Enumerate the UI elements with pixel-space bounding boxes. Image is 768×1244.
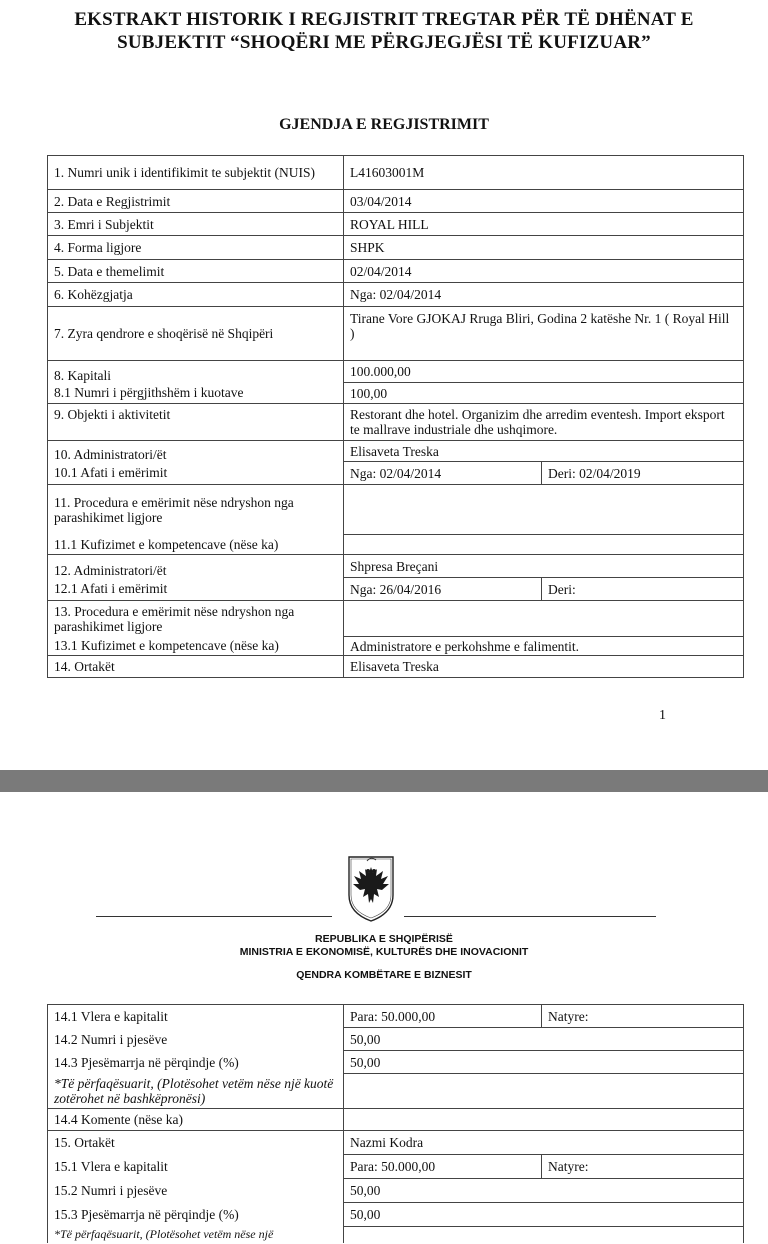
table-row xyxy=(48,156,744,190)
row-label: 2. Data e Regjistrimit xyxy=(48,190,344,213)
table-row xyxy=(48,1155,744,1179)
row-label: 3. Emri i Subjektit xyxy=(48,213,344,236)
row-label: 1. Numri unik i identifikimit te subjektit (NUIS) xyxy=(48,156,344,190)
table-row xyxy=(48,236,744,260)
ministry-name: MINISTRIA E EKONOMISË, KULTURËS DHE INOVACIONIT xyxy=(239,946,529,958)
table-row xyxy=(48,213,744,236)
row-value: Para: 50.000,00 xyxy=(344,1005,542,1028)
table-row xyxy=(48,441,744,462)
row-label: 14.4 Komente (nëse ka) xyxy=(48,1109,344,1131)
row-value: 100.000,00 xyxy=(344,361,744,383)
row-value: Restorant dhe hotel. Organizim dhe arredim eventesh. Import eksport te mallrave industriale dhe ushqimore. xyxy=(344,404,744,441)
table-row xyxy=(48,578,744,601)
header-rule-right xyxy=(404,916,656,917)
row-label: 4. Forma ligjore xyxy=(48,236,344,260)
row-value: Tirane Vore GJOKAJ Rruga Bliri, Godina 2 katëshe Nr. 1 ( Royal Hill ) xyxy=(344,307,744,361)
table-row xyxy=(48,637,744,656)
row-label: 10. Administratori/ët xyxy=(48,441,344,462)
row-label: 5. Data e themelimit xyxy=(48,260,344,283)
row-label: 8. Kapitali xyxy=(48,361,344,383)
row-label: 12.1 Afati i emërimit xyxy=(48,578,344,601)
table-row xyxy=(48,190,744,213)
document-title: EKSTRAKT HISTORIK I REGJISTRIT TREGTAR PËR TË DHËNAT E SUBJEKTIT “SHOQËRI ME PËRGJEGJËSI TË KUFIZUAR” xyxy=(74,9,694,53)
row-label: 10.1 Afati i emërimit xyxy=(48,462,344,485)
table-row xyxy=(48,1005,744,1028)
row-value: Natyre: xyxy=(542,1155,744,1179)
row-value: ROYAL HILL xyxy=(344,213,744,236)
row-value: Administratore e perkohshme e falimentit. xyxy=(344,637,744,656)
row-value: Nga: 26/04/2016 xyxy=(344,578,542,601)
row-label: 15. Ortakët xyxy=(48,1131,344,1155)
row-label: 11. Procedura e emërimit nëse ndryshon nga parashikimet ligjore xyxy=(48,485,344,535)
row-value: Deri: 02/04/2019 xyxy=(542,462,744,485)
table-row xyxy=(48,283,744,307)
row-value xyxy=(344,535,744,555)
table-row xyxy=(48,462,744,485)
table-row xyxy=(48,1131,744,1155)
table-row xyxy=(48,1028,744,1051)
table-row xyxy=(48,1203,744,1227)
table-row xyxy=(48,260,744,283)
row-value: SHPK xyxy=(344,236,744,260)
row-value: Elisaveta Treska xyxy=(344,441,744,462)
row-label: 12. Administratori/ët xyxy=(48,555,344,578)
row-label: 14.1 Vlera e kapitalit xyxy=(48,1005,344,1028)
row-label: 14. Ortakët xyxy=(48,656,344,678)
row-value: 100,00 xyxy=(344,383,744,404)
table-row xyxy=(48,307,744,361)
table-row xyxy=(48,1051,744,1074)
registration-table xyxy=(47,155,744,678)
row-value: Deri: xyxy=(542,578,744,601)
row-label: 15.2 Numri i pjesëve xyxy=(48,1179,344,1203)
row-label: 15.3 Pjesëmarrja në përqindje (%) xyxy=(48,1203,344,1227)
row-value: Natyre: xyxy=(542,1005,744,1028)
table-row xyxy=(48,485,744,535)
row-value: 50,00 xyxy=(344,1203,744,1227)
row-value: 02/04/2014 xyxy=(344,260,744,283)
row-value: 50,00 xyxy=(344,1028,744,1051)
row-label: 14.2 Numri i pjesëve xyxy=(48,1028,344,1051)
page-separator xyxy=(0,770,768,792)
row-value xyxy=(344,1109,744,1131)
republic-name: REPUBLIKA E SHQIPËRISË xyxy=(315,933,453,945)
table-row xyxy=(48,555,744,578)
row-value xyxy=(344,1227,744,1243)
business-center-name: QENDRA KOMBËTARE E BIZNESIT xyxy=(296,969,472,981)
row-label: 7. Zyra qendrore e shoqërisë në Shqipëri xyxy=(48,307,344,361)
row-value: 50,00 xyxy=(344,1051,744,1074)
row-value: Nga: 02/04/2014 xyxy=(344,283,744,307)
row-label: *Të përfaqësuarit, (Plotësohet vetëm nëse një xyxy=(48,1227,344,1243)
row-value: Para: 50.000,00 xyxy=(344,1155,542,1179)
row-label: *Të përfaqësuarit, (Plotësohet vetëm nëse një kuotë zotërohet në bashkëpronësi) xyxy=(48,1074,344,1109)
row-value xyxy=(344,601,744,637)
row-value: L41603001M xyxy=(344,156,744,190)
table-row xyxy=(48,1179,744,1203)
row-label: 15.1 Vlera e kapitalit xyxy=(48,1155,344,1179)
table-row xyxy=(48,1074,744,1109)
row-label: 14.3 Pjesëmarrja në përqindje (%) xyxy=(48,1051,344,1074)
page-number: 1 xyxy=(659,708,666,723)
row-value: Shpresa Breçani xyxy=(344,555,744,578)
row-value: Nga: 02/04/2014 xyxy=(344,462,542,485)
albanian-eagle-emblem-icon xyxy=(343,851,399,923)
row-label: 9. Objekti i aktivitetit xyxy=(48,404,344,441)
table-row xyxy=(48,1227,744,1243)
row-label: 11.1 Kufizimet e kompetencave (nëse ka) xyxy=(48,535,344,555)
row-value xyxy=(344,1074,744,1109)
table-row xyxy=(48,601,744,637)
row-value xyxy=(344,485,744,535)
row-value: 03/04/2014 xyxy=(344,190,744,213)
table-row xyxy=(48,656,744,678)
row-value: Elisaveta Treska xyxy=(344,656,744,678)
row-label: 13.1 Kufizimet e kompetencave (nëse ka) xyxy=(48,637,344,656)
table-row xyxy=(48,1109,744,1131)
row-value: 50,00 xyxy=(344,1179,744,1203)
table-row xyxy=(48,383,744,404)
table-row xyxy=(48,535,744,555)
table-row xyxy=(48,361,744,383)
row-label: 13. Procedura e emërimit nëse ndryshon nga parashikimet ligjore xyxy=(48,601,344,637)
row-label: 8.1 Numri i përgjithshëm i kuotave xyxy=(48,383,344,404)
table-row xyxy=(48,404,744,441)
partners-table xyxy=(47,1004,744,1243)
row-value: Nazmi Kodra xyxy=(344,1131,744,1155)
registration-status-heading: GJENDJA E REGJISTRIMIT xyxy=(279,116,489,133)
row-label: 6. Kohëzgjatja xyxy=(48,283,344,307)
header-rule-left xyxy=(96,916,332,917)
